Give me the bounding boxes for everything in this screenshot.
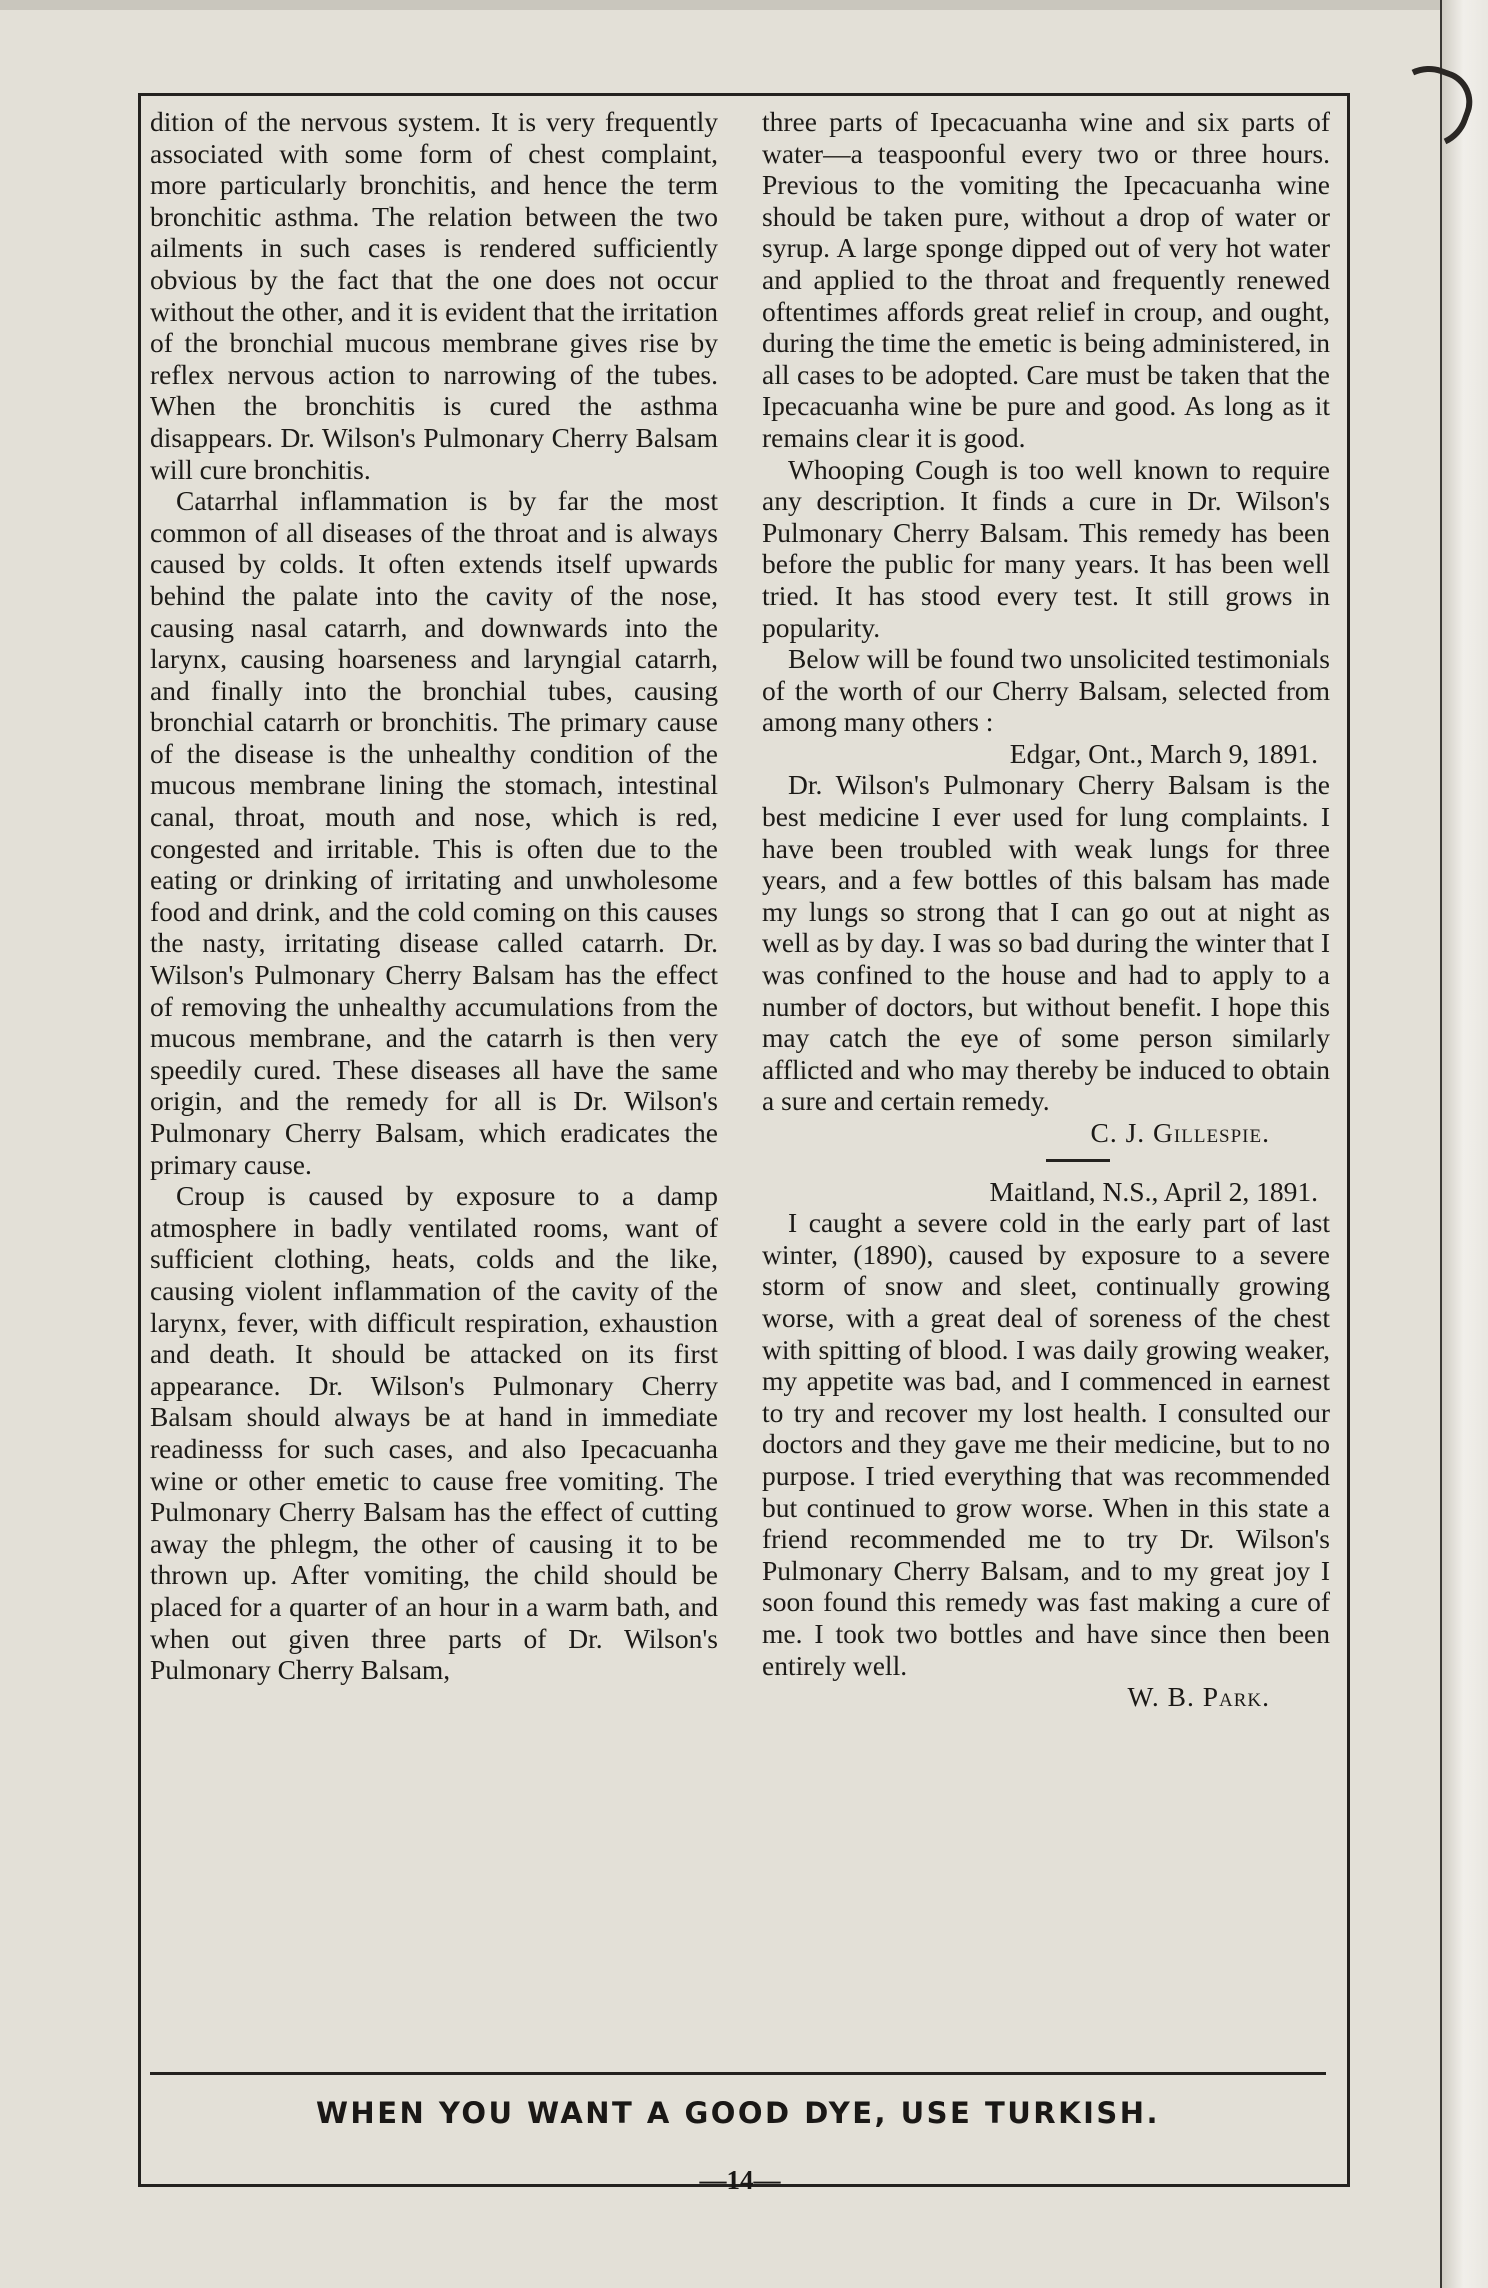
page-top-edge bbox=[0, 0, 1455, 10]
testimonial-1-dateline: Edgar, Ont., March 9, 1891. bbox=[1009, 737, 1318, 769]
testimonial-2-dateline: Maitland, N.S., April 2, 1891. bbox=[989, 1175, 1318, 1207]
footer-banner: WHEN YOU WANT A GOOD DYE, USE TURKISH. bbox=[315, 2096, 1161, 2130]
left-paragraph-1: dition of the nervous system. It is very frequently associated with some form of chest complaint, more particularly bronchitis, and hence the term bronchitic asthma. The relation between the two ailments in such cases is rendered sufficiently obvious by the fact that the one does not occur without the other, and it is evident that the irritation of the bronchial mucous membrane gives rise by reflex nervous action to narrowing of the tubes. When the bronchitis is cured the asthma disappears. Dr. Wilson's Pulmonary Cherry Balsam will cure bronchitis. bbox=[150, 106, 718, 485]
testimonial-1-body: Dr. Wilson's Pulmonary Cherry Balsam is the best medicine I ever used for lung complaints. I have been troubled with weak lungs for three years, and a few bottles of this balsam has made my lungs so strong that I can go out at night as well as by day. I was so bad during the winter that I was confined to the house and had to apply to a number of doctors, but without benefit. I hope this may catch the eye of some person similarly afflicted and who may thereby be induced to obtain a sure and certain remedy. bbox=[762, 769, 1330, 1117]
footer-rule bbox=[150, 2072, 1326, 2075]
testimonial-2-body: I caught a severe cold in the early part of last winter, (1890), caused by exposure to a severe storm of snow and sleet, continually growing worse, with a great deal of soreness of the chest with spitting of blood. I was daily growing weaker, my appetite was bad, and I commenced in earnest to try and recover my lost health. I consulted our doctors and they gave me their medicine, but to no purpose. I tried everything that was recommended but continued to grow worse. When in this state a friend recommended me to try Dr. Wilson's Pulmonary Cherry Balsam, and to my great joy I soon found this remedy was fast making a cure of me. I took two bottles and have since then been entirely well. bbox=[762, 1207, 1330, 1681]
left-paragraph-3: Croup is caused by exposure to a damp atmosphere in badly ventilated rooms, want of sufficient clothing, heats, colds and the like, causing violent inflammation of the cavity of the larynx, fever, with difficult respiration, exhaustion and death. It should be attacked on its first appearance. Dr. Wilson's Pulmonary Cherry Balsam should always be at hand in immediate readinesss for such cases, and also Ipecacuanha wine or other emetic to cause free vomiting. The Pulmonary Cherry Balsam has the effect of cutting away the phlegm, the other of causing it to be thrown up. After vomiting, the child should be placed for a quarter of an hour in a warm bath, and when out given three parts of Dr. Wilson's Pulmonary Cherry Balsam, bbox=[150, 1180, 718, 1686]
left-text-column bbox=[150, 106, 718, 2076]
testimonial-separator bbox=[1046, 1159, 1110, 1162]
testimonial-1-signature: C. J. Gillespie. bbox=[1090, 1117, 1270, 1148]
right-paragraph-3: Below will be found two unsolicited testimonials of the worth of our Cherry Balsam, selected from among many others : bbox=[762, 643, 1330, 738]
left-paragraph-2: Catarrhal inflammation is by far the most common of all diseases of the throat and is always caused by colds. It often extends itself upwards behind the palate into the cavity of the nose, causing nasal catarrh, and downwards into the larynx, causing hoarseness and laryngial catarrh, and finally into the bronchial tubes, causing bronchial catarrh or bronchitis. The primary cause of the disease is the unhealthy condition of the mucous membrane lining the stomach, intestinal canal, throat, mouth and nose, which is red, congested and irritable. This is often due to the eating or drinking of irritating and unwholesome food and drink, and the cold coming on this causes the nasty, irritating disease called catarrh. Dr. Wilson's Pulmonary Cherry Balsam has the effect of removing the unhealthy accumulations from the mucous membrane, and the catarrh is then very speedily cured. These diseases all have the same origin, and the remedy for all is Dr. Wilson's Pulmonary Cherry Balsam, which eradicates the primary cause. bbox=[150, 485, 718, 1180]
right-paragraph-2: Whooping Cough is too well known to require any description. It finds a cure in Dr. Wilson's Pulmonary Cherry Balsam. This remedy has been before the public for many years. It has been well tried. It has stood every test. It still grows in popularity. bbox=[762, 453, 1330, 643]
right-text-column bbox=[762, 106, 1330, 2076]
page-number: —14— bbox=[699, 2165, 781, 2195]
page-right-edge bbox=[1440, 0, 1488, 2288]
right-paragraph-1: three parts of Ipecacuanha wine and six parts of water—a teaspoonful every two or three hours. Previous to the vomiting the Ipecacuanha wine should be taken pure, without a drop of water or syrup. A large sponge dipped out of very hot water and applied to the throat and frequently renewed oftentimes affords great relief in croup, and ought, during the time the emetic is being administered, in all cases to be adopted. Care must be taken that the Ipecacuanha wine be pure and good. As long as it remains clear it is good. bbox=[762, 106, 1330, 453]
testimonial-2-signature: W. B. Park. bbox=[1127, 1681, 1270, 1713]
